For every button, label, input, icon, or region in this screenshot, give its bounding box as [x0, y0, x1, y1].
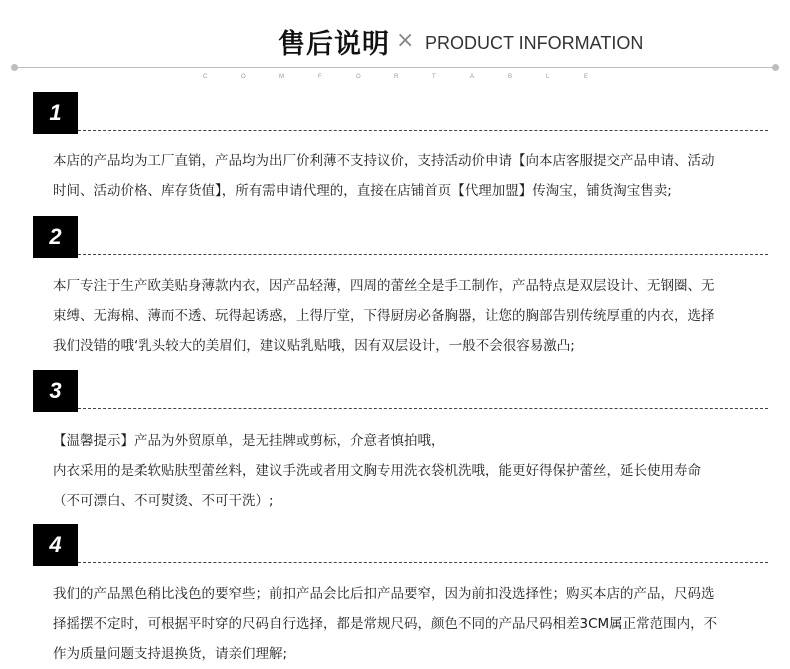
subtitle-letter: F: [318, 74, 322, 80]
text-line: 本店的产品均为工厂直销，产品均为出厂价利薄不支持议价，支持活动价申请【向本店客服提交产品申请、活动: [53, 153, 715, 169]
page-header: [0, 18, 790, 62]
subtitle-letter: L: [546, 74, 550, 80]
section-divider: [78, 130, 768, 131]
subtitle-letter: B: [508, 74, 513, 80]
text-line: 我们的产品黑色稍比浅色的要窄些；前扣产品会比后扣产品要窄，因为前扣没选择性；购买本店的产品，尺码选: [53, 586, 715, 602]
subtitle-letter: R: [394, 74, 399, 80]
section-number-badge: 4: [33, 524, 78, 566]
section-text: [53, 426, 768, 516]
section-divider: [78, 408, 768, 409]
section-text: [53, 579, 768, 669]
text-line: （不可漂白、不可熨烫、不可干洗）;: [53, 493, 274, 509]
text-line: 我们没错的哦‘乳头较大的美眉们，建议贴乳贴哦，因有双层设计，一般不会很容易激凸;: [53, 338, 575, 354]
text-line: 本厂专注于生产欧美贴身薄款内衣，因产品轻薄，四周的蕾丝全是手工制作，产品特点是双层设计、无钢圈、无: [53, 278, 715, 294]
divider-right-dot: [772, 64, 779, 71]
subtitle-letter: O: [356, 74, 361, 80]
section-number-badge: 1: [33, 92, 78, 134]
subtitle-letter: O: [241, 74, 246, 80]
text-line: 作为质量问题支持退换货，请亲们理解;: [53, 646, 288, 662]
section-number-badge: 2: [33, 216, 78, 258]
text-line: 内衣采用的是柔软贴肤型蕾丝料，建议手洗或者用文胸专用洗衣袋机洗哦，能更好得保护蕾丝，延长使用寿命: [53, 463, 701, 479]
section-divider: [78, 254, 768, 255]
subtitle-letter: E: [584, 74, 589, 80]
page-title: 售后说明: [278, 29, 390, 60]
section-text: [53, 271, 768, 361]
text-line: 时间、活动价格、库存货值】，所有需申请代理的，直接在店铺首页【代理加盟】传淘宝，铺货淘宝售卖;: [53, 183, 672, 199]
text-line: 束缚、无海棉、薄而不透、玩得起诱惑，上得厅堂，下得厨房必备胸器，让您的胸部告别传统厚重的内衣，选择: [53, 308, 715, 324]
subtitle-letter: A: [470, 74, 475, 80]
page-title-english: PRODUCT INFORMATION: [425, 33, 644, 53]
text-line: 【温馨提示】产品为外贸原单，是无挂牌或剪标，介意者慎拍哦，: [53, 433, 445, 449]
header-divider: [14, 67, 776, 68]
subtitle-letter: T: [432, 74, 436, 80]
text-line: 择摇摆不定时，可根据平时穿的尺码自行选择，都是常规尺码，颜色不同的产品尺码相差3CM属正常范围内，不: [53, 616, 718, 632]
comfortable-subtitle: [0, 74, 790, 84]
section-number-badge: 3: [33, 370, 78, 412]
section-divider: [78, 562, 768, 563]
title-separator-icon: ×: [396, 28, 415, 53]
subtitle-letter: C: [203, 74, 208, 80]
subtitle-letter: M: [279, 74, 284, 80]
section-text: [53, 146, 768, 206]
